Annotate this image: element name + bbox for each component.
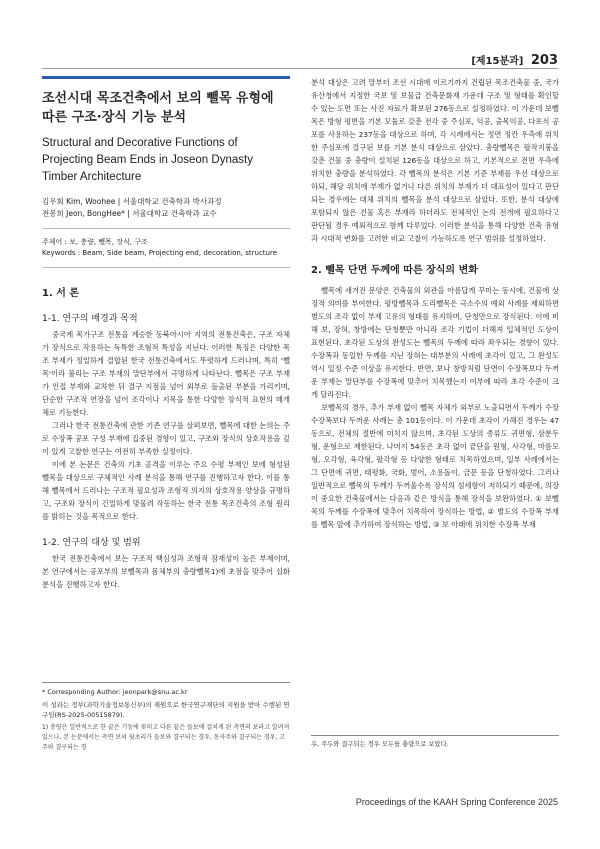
footnote-continuation <box>311 735 559 748</box>
corresponding-author: * Corresponding Author: jeonpark@snu.ac.kr <box>42 688 188 696</box>
subsection-1-1-heading: 1-1. 연구의 배경과 목적 <box>42 314 138 324</box>
divider <box>42 228 290 229</box>
footnote-rule <box>311 735 559 736</box>
author-2: 전봉희 Jeon, BongHee* | 서울대학교 건축학과 교수 <box>42 209 217 218</box>
paragraph: 분석 대상은 고려 말부터 조선 시대에 이르기까지 건립된 목조건축물 중, 국가유산청에서 지정한 국보 및 보물급 건축문화재 가운데 구조 및 형태를 확인할 수 있는 도면 또는 사진 자료가 확보된 276동으로 설정하였다. 이 가운데 보뺄목은 방형 평면을 기본 모듈로 갖춘 전각 중 주심포, 익공, 출목익공, 다포식 공포를 사용하는 237동을 대상으로 하며, 각 시례에서는 정면 정칸 우측에 위치한 주심포에 결구된 보를 기본 분석 대상으로 삼았다. 충량뺄목은 팔작지붕을 갖춘 건물 중 충량이 설치된 126동을 대상으로 하고, 기본적으로 전면 우측에 위치한 충량을 분석하였다. 각 뺄목의 분석은 기본 기준 부재를 우선 대상으로 하되, 해당 위치에 부재가 없거나 다른 위치의 부재가 더 대표성이 있다고 판단되는 경우에는 대체 위치의 뺄목을 분석 대상으로 삼았다. 또한, 분석 대상에 포함되지 않은 건물 혹은 부재라 하더라도 전체적인 논의 전개에 필요하다고 판단될 경우 예외적으로 함께 다루었다. 이러한 분석을 통해 다양한 건축 유형과 시대적 변화를 고려한 비교 고찰이 가능하도록 연구 범위를 설정하였다. <box>311 78 559 243</box>
page-number: 203 <box>530 53 558 68</box>
paragraph: 이에 본 논문은 건축의 기초 골격을 이루는 주요 수평 부재인 보에 형성된 뺄목을 대상으로 구체적인 사례 분석을 통해 연구를 진행하고자 한다. 이를 통해 뺄목에서 드러나는 구조적 필요성과 조형적 의지의 상호작용 양상을 규명하고, 구조와 장식이 긴밀하게 맞물려 작동하는 한국 전통 목조건축의 조형 원리를 밝히는 것을 목적으로 한다. <box>42 460 290 521</box>
issue-label: [제15분과] <box>471 56 524 67</box>
footnotes <box>42 682 290 756</box>
page-header <box>471 52 558 68</box>
author-1: 김우회 Kim, Woohee | 서울대학교 건축학과 박사과정 <box>42 197 222 206</box>
header-rule <box>42 68 558 69</box>
paragraph: 그러나 한국 전통건축에 관한 기존 연구를 살펴보면, 뺄목에 대한 논의는 주로 수장폭 공포 구성 부재에 집중된 경향이 있고, 구조와 장식의 상호작용을 깊이 있게 고찰한 연구는 여전히 부족한 실정이다. <box>42 421 290 456</box>
section-2-heading: 2. 뺄목 단면 두께에 따른 장식의 변화 <box>311 265 478 276</box>
paragraph: 뺄목에 새겨진 문양은 건축물의 외관을 아름답게 꾸미는 동시에, 건물에 상징적 의미를 부여한다. 평방뺄목과 도리뺄목은 극소수의 예외 사례를 제외하면 별도의 조각 없이 부재 고유의 형태를 유지하며, 단청만으로 장식된다. 이에 비해 보, 장혀, 창방에는 단청뿐만 아니라 조각 기법이 더해져 입체적인 도상이 표현된다. 초각된 도상의 완성도는 뺄목의 두께에 따라 좌우되는 경향이 있다. 수장폭과 동일한 두께를 지닌 장혀는 대부분의 사례에 초각이 있고, 그 완성도 역시 일정 수준 이상을 유지한다. 반면, 보나 창방처럼 단면이 수장폭보다 두꺼운 부재는 말단부를 수장폭에 맞추어 치목했는지 여부에 따라 초각 수준이 크게 달라진다. <box>311 286 559 399</box>
right-column <box>311 76 559 531</box>
title-accent-bar <box>42 76 290 79</box>
paragraph: 중국계 목가구조 전통을 계승한 동북아시아 지역의 전통건축은, 구조 자체가 장식으로 작용하는 독특한 조형적 특성을 지닌다. 이러한 특징은 다양한 목조 부재가 정밀하게 결합된 한국 전통건축에서도 뚜렷하게 드러나며, 특히 '뺄목'이라 불리는 구조 부재의 말단부에서 극명하게 나타난다. 뺄목은 구조 부재가 인접 부재와 교차한 뒤 결구 지점을 넘어 외부로 돌출된 부분을 가리키며, 단순한 구조적 연장을 넘어 조각이나 지목을 통한 다양한 장식적 표현의 매개체로 기능한다. <box>42 330 290 417</box>
title-korean: 조선시대 목조건축에서 보의 뺄목 유형에 따른 구조·장식 기능 분석 <box>42 91 274 125</box>
paragraph: 보뺄목의 경우, 추가 부재 없이 뺄목 자체가 외부로 노출되면서 두께가 수장 수장폭보다 두꺼운 사례는 총 101동이다. 이 가운데 초각이 가해진 경우는 47동으로, 전체의 절반에 미치지 않으며, 초각된 도상의 종류도 귀면형, 삼분두형, 운형으로 제한된다. 나머지 54동은 초각 없이 끝단을 원형, 사각형, 마름모형, 오각형, 육각형, 팔각형 등 다양한 형태로 치목하였으며, 일부 사례에서는 그 단면에 귀면, 태평화, 국화, 범어, 소용돌이, 금문 등을 단청하였다. 그러나 일반적으로 뺄목의 두께가 두꺼울수록 장식의 섬세함이 저하되기 때문에, 의장이 중요한 건축물에서는 다음과 같은 방식을 통해 장식을 보완하였다. ① 보뺄목의 두께를 수장폭에 맞추어 치목하여 장식하는 방법, ② 별도의 수장폭 부재를 뺄목 앞에 추가하여 장식하는 방법, ③ 보 아래에 위치한 수장폭 부재 <box>311 403 559 529</box>
left-column <box>42 76 290 591</box>
proceedings-footer: Proceedings of the KAAH Spring Conference 2025 <box>355 797 558 807</box>
keywords-korean: 주제어 : 보, 충량, 뺄목, 장식, 구조 <box>42 238 148 246</box>
funding-note: 이 성과는 정부(과학기술정보통신부)의 재원으로 한국연구재단의 지원을 받아 수행된 연구임(RS-2025-00515879). <box>42 701 290 719</box>
paragraph: 한국 전통건축에서 보는 구조적 핵심성과 조형적 잠재성이 높은 부재이며, 본 연구에서는 공포부의 보뺄목과 몸체부의 충량뺄목1)에 초점을 맞추어 심화 분석을 진행하고자 한다. <box>42 554 290 589</box>
footnote-1-continued: 우, 주두와 결구되는 경우 모두를 충량으로 보았다. <box>311 741 449 748</box>
divider <box>42 267 290 268</box>
keywords-english: Keywords : Beam, Side beam, Projecting end, decoration, structure <box>42 249 278 257</box>
section-1-heading: 1. 서 론 <box>42 288 80 299</box>
subsection-1-2-heading: 1-2. 연구의 대상 및 범위 <box>42 538 141 548</box>
footnote-1: 1) 충량은 일반적으로 한 끝은 기둥에 꽂히고 다른 끝은 들보에 걸치게 된 측면의 보라고 알려져 있으나, 본 논문에서는 측면 보의 뒷초리가 들보와 결구되는 경우, 동자주와 결구되는 경우, 고주와 결구되는 경 <box>42 724 290 751</box>
title-english: Structural and Decorative Functions of Projecting Beam Ends in Joseon Dynasty Timber Architecture <box>42 137 253 183</box>
footnote-rule <box>42 682 290 683</box>
